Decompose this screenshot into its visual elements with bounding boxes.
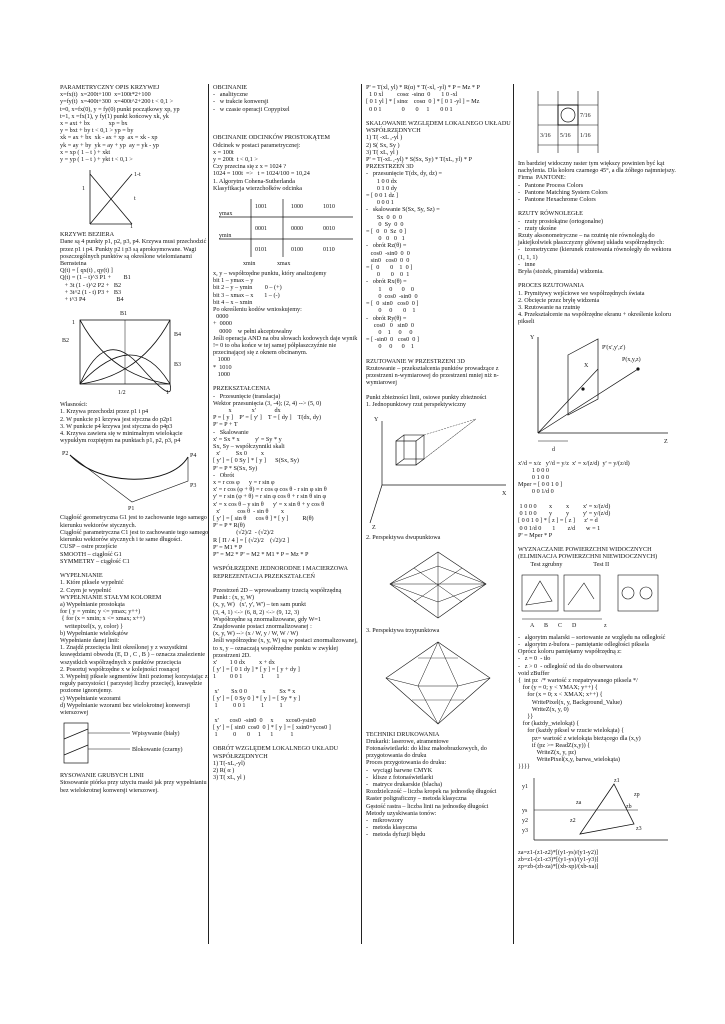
weight-label: 5/16 [560, 133, 571, 139]
label: ymin [219, 233, 232, 240]
label: 1 [130, 224, 133, 229]
label: B [544, 622, 549, 629]
bezier-hull-diagram [60, 447, 200, 511]
label: C [558, 622, 563, 629]
parametric-curve-text: PARAMETRYCZNY OPIS KRZYWEJ x=fx(t) x=200t+100 x=100t*2+100 y=fy(t) x=400t+300 x=400t^2+200 t < 0,1 > t=0, x=fx(0), y = fy(0) punkt początkowy xp, yp t=1, x =fx(1), y fy(1) punkt końcowy xk, yk x = axt + bx xp = bx y = bxt + by t < 0,1 > yp = by xk = ax + bx xk - ax + xp ax = xk - xp yk = ay + by yk = ay + yp ay = yk - yp x = xp ( 1 – t ) + xkt y = yp ( 1 – t ) + ykt t < 0,1 > [60, 84, 180, 164]
raster-and-projection-text: Im bardziej widoczny raster tym większy powinien być kąt nachylenia. Dla koloru czarnego 45°, a dla żółtego najmniejszy. Firma PANTONE: - Pantone Process Colors - Pantone Matching System Colors - Pantone Hexachrome Colors RZUTY RÓWNOLEGŁE - rzuty prostokątne (ortogonalne) - rzuty ukośne Rzuty aksonometryczne – na rzutnię nie równoległą do jakiejkolwiek płaszczyzny głównej układu współrzędnych: - izometryczne (kierunek rzutowania równoległy do wektora (1, 1, 1) - inne Bryła (stożek, piramida) widzenia. PROCES RZUTOWANIA 1. Prymitywy wejściowe we współrzędnych świata 2. Obcięcie przez bryłę widzenia 3. Rzutowanie na rzutnię 4. Przekształcenie na współrzędne ekranu + określenie koloru pikseli [518, 160, 676, 326]
three-point-perspective-diagram [366, 638, 511, 728]
perspective-projection-diagram [518, 329, 673, 457]
region-code: 1000 [291, 204, 303, 211]
weight-label: 1/16 [580, 133, 591, 139]
perspective-matrix-text: x'/d = x/z y'/d = y/z x' = x/(z/d) y' = y/(z/d) 1 0 0 0 0 1 0 0 Mper = [ 0 0 1 0 ] 0 0 1/d 0 1 0 0 0 x x x' = x/(z/d) 0 1 0 0 y y y' = y/(z/d) [ 0 0 1 0 ] * [ z ] = [ z ] z' = d 0 0 1/d 0 1 z/d w = 1 P' = Mper * P WYZNACZANIE POWIERZCHNI WIDOCZNYCH (ELIMINACJA POWIERZCHNI NIEWIDOCZNYCH) Test zgrubny Test II [518, 459, 658, 568]
distance-label: d [552, 446, 555, 453]
zbuffer-interpolation-diagram [518, 774, 673, 846]
three-point-perspective-caption: 3. Perspektywa trzypunktowa [366, 627, 440, 635]
label: ys [522, 807, 528, 814]
label: D [572, 622, 577, 629]
label: 1/2 [118, 390, 126, 397]
label: 1-t [134, 172, 141, 179]
axis-label: Z [372, 525, 376, 532]
thick-lines-text: RYSOWANIE GRUBYCH LINII Stosowanie piórka przy użyciu maski jak przy wypełnianiu bez wielokrotnej konwersji wierszowej. [60, 772, 207, 794]
region-code: 0001 [255, 226, 267, 233]
label: B4 [174, 332, 182, 339]
label: y3 [522, 827, 528, 834]
label: P4 [190, 453, 197, 460]
label: t [134, 196, 136, 203]
label: B2 [62, 338, 70, 345]
error-diffusion-grid [518, 87, 668, 157]
region-code: 1010 [323, 204, 335, 211]
zbuffer-text: - algorytm malarski – sortowanie ze względu na odległość - algorytm z-bufora – pamiętanie odległości piksela Oprócz koloru pamiętamy współrzędną z: - z = 0 - tło - z > 0 - odległość od tła do obserwatora void zBuffer { int pz /* wartość z rozpatrywanego piksela */ for (y = 0; y < YMAX; y++) { for (x = 0; x < XMAX; x++) { WritePixel(x, y, Background_Value) WriteZ(x, y, 0) }} for (każdy_wielokąt) { for (każdy piksel w rzucie wielokąta) { pz= wartość z wielokąta bieżącego dla (x,y) if (pz >= ReadZ(x,y)) { WriteZ(x, y, pz) WritePixel(x,y, barwa_wielokąta) }}}} [518, 633, 666, 771]
cohen-sutherland-diagram [213, 195, 358, 267]
label: P3 [190, 483, 197, 490]
local-transform-text: P' = T(xl, yl) * R(α) * T(-xl, -yl) * P = Mz * P 1 0 xl cosα -sinα 0 1 0 -xl [ 0 1 yl ] * [ sinα cosα 0 ] * [ 0 1 -yl ] = Mz 0 0 1 0 0 1 0 0 1 SKALOWANIE WZGLĘDEM LOKALNEGO UKŁADU WSPÓŁRZĘDNYCH 1) T( -xL ,-yl ) 2) S( Sx, Sy ) 3) T( xL, yl ) P' = T(-xL ,-yl) * S(Sx, Sy) * T(xL, yl) * P PRZESTRZEŃ 3D - przesunięcie T(dx, dy, dz) = 1 0 0 dx 0 1 0 dy = [ 0 0 1 dz ] 0 0 0 1 - skalowanie S(Sx, Sy, Sz) = Sx 0 0 0 0 Sy 0 0 = [ 0 0 Sz 0 ] 0 0 0 1 - obrót Rz(θ) = cos0 -sin0 0 0 sin0 cos0 0 0 = [ 0 0 1 0 ] 0 0 0 1 - obrót Rx(θ) = 1 0 0 0 0 cos0 -sin0 0 = [ 0 sin0 cos0 0 ] 0 0 0 1 - obrót Ry(θ) = cos0 0 sin0 0 0 1 0 0 = [ -sin0 0 cos0 0 ] 0 0 0 1 RZUTOWANIE W PRZESTRZENI 3D Rzutowanie – przekształcenia punktów prowadzące z przestrzeni n-wymiarowej do przestrzeni mniej niż n-wymiarowej Punkt zbieżności linii, osiowe punkty zbieżności 1. Jednopunktowy rzut perspektywiczny [366, 84, 511, 408]
label: P1 [128, 506, 135, 512]
axis-label: X [584, 362, 589, 369]
label: z [604, 622, 607, 629]
region-code: 0110 [323, 247, 335, 254]
column-4 [518, 84, 678, 870]
label: xmax [277, 261, 291, 268]
label: z3 [636, 825, 642, 832]
label: B1 [120, 311, 128, 318]
axis-label: Z [664, 438, 668, 445]
label: za [576, 799, 582, 806]
label: B3 [174, 362, 182, 369]
bernstein-diagram [60, 306, 200, 398]
label: P2 [62, 451, 69, 458]
label: 1 [166, 390, 169, 397]
region-code: 0000 [291, 226, 303, 233]
point-label: P(x,y,z) [622, 356, 641, 363]
label: zp [634, 791, 640, 798]
label: Wpisywanie (biały) [132, 731, 180, 738]
bezier-text: KRZYWE BEZIERA Dane są 4 punkty p1, p2, p3, p4. Krzywa musi przechodzić przez p1 i p4. Punkty p2 i p3 są aproksymowane. Wagi poszczególnych punktów są określone wielomianami Bernsteina Q(t) = [ qx(t) , qy(t) ] Q(t) = (1 – t)^3 P1 + B1 + 3t (1 - t)^2 P2 + B2 + 3t^2 (1 - t) P3 + B3 + t^3 P4 B4 [60, 231, 207, 304]
column-1 [60, 84, 210, 794]
label: xmin [243, 261, 256, 268]
region-code: 1001 [255, 204, 267, 211]
axis-label: Y [530, 334, 535, 341]
label: ymax [219, 211, 233, 218]
two-point-perspective-caption: 2. Perspektywa dwupunktowa [366, 534, 441, 542]
region-code: 0101 [255, 247, 267, 254]
visibility-test-diagram [518, 571, 673, 631]
one-point-perspective-diagram [366, 411, 511, 531]
continuity-and-fill-text: Ciągłość geometryczna G1 jest to zachowanie tego samego kierunku wektorów stycznych. Ciągłość parametryczna C1 jest to zachowanie tego samego kierunku wektorów stycznych i te same długości. CUSP – ostre przejście SMOOTH – ciągłość G1 SYMMETRY – ciągłość C1 WYPEŁNIANIE 1. Które piksele wypełnić 2. Czym je wypełnić WYPEŁNIANIE STAŁYM KOLOREM a) Wypełnianie prostokąta for ( y = ymin; y <= ymax; y++) { for (x = xmin; x <= xmax; x++) writepixel(x, y, color) } b) Wypełnianie wielokątów Wypełnianie danej linii: 1. Znajdź przecięcia linii określonej y z wszystkimi krawędziami obwodu (E, D , C , B ) – oznacza znalezienie wszystkich współrzędnych x punktów przecięcia 2. Posortuj współrzędne x w kolejności rosnącej 3. Wypełnij piksele segmentów linii poziomej korzystając z reguły parzystości ( parzystej liczby przecięć), krawędzie poziome ignorujemy. c) Wypełnianie wzorami d) Wypełnianie wzorami bez wielokrotnej konwersji wierszowej [60, 514, 209, 716]
interpolation-formulas: za=z1-(z1-z2)*[(y1-ys)/(y1-y2)] zb=z1-(z1-z3)*[(y1-ys)/(y1-y3)] zp=zb-(zb-za)*[(xb-xp)/(xb-xa)] [518, 848, 599, 870]
label: zb [626, 803, 632, 810]
weight-label: 3/16 [540, 133, 551, 139]
label: z2 [570, 817, 576, 824]
label: 1 [72, 320, 75, 327]
parametric-curve-diagram [60, 166, 150, 228]
label: y2 [522, 817, 528, 824]
label: Blokowanie (czarny) [132, 747, 183, 754]
clipping-text: OBCINANIE - analityczne - w trakcie konwersji - w czasie operacji Copypixel OBCINANIE ODCINKÓW PROSTOKĄTEM Odcinek w postaci parametrycznej: x = 100t y = 200t t < 0,1 > Czy przecina się z x = 1024 ? 1024 = 100t => t = 1024/100 = 10,24 1. Algorytm Cohena-Sutherlanda Klasyfikacja wierzchołków odcinka [213, 84, 330, 192]
label: z1 [614, 777, 620, 784]
column-2 [213, 84, 363, 781]
axis-label: Y [374, 417, 379, 424]
transformations-text: x, y – współrzędne punktu, który analizujemy bit 1 – ymax – y bit 2 – y – ymin 0 – (+) bit 3 – xmax – x 1 – (-) bit 4 – x – xmin Po określeniu kodów wnioskujemy: 0000 + 0000 0000 w pełni akceptowalny Jeśli operacja AND na obu słowach kodowych daje wynik != 0 to oba końce w tej samej półpłaszczyźnie nie przecinającej się z oknem obcinanym. 1000 * 1010 1000 PRZEKSZTAŁCENIA - Przesunięcie (translacja) Wektor przesunięcia (3, -4); (2, 4) --> (5, 0) x x' dx P = [ y ] P' = [ y' ] T = [ dy ] T(dx, dy) P' = P + T - Skalowanie x' = Sx * x y' = Sy * y Sx, Sy – współczynniki skali x' Sx 0 x [ y' ] = [ 0 Sy ] * [ y ] S(Sx, Sy) P' = P * S(Sx, Sy) - Obrót x = r cos φ y = r sin φ x' = r cos (φ + θ) = r cos φ cos θ - r sin φ sin θ y' = r sin (φ + θ) = r sin φ cos θ + r sin θ sin φ x' = x cos θ – y sin θ y' = x sin θ + y cos θ x' cos θ - sin θ x [ y' ] = [ sin θ cos θ ] * [ y ] R(θ) P' = P * R(θ) (√2)/2 - (√2)/2 R [ Π / 4 ] = [ (√2)/2 (√2)/2 ] P' = M1 * P P'' = M2 * P' = M2 * M1 * P = Mz * P WSPÓŁRZĘDNE JEDNORODNE I MACIERZOWA REPREZENTACJA PRZEKSZTAŁCEŃ Przestrzeń 2D – wprowadzamy trzecią współrzędną Punkt : (x, y, W) (x, y, W) (x', y', W') – ten sam punkt (3, 4, 1) <-> (6, 8, 2) <-> (9, 12, 3) Współrzędne są znormalizowane, gdy W=1 Znajdowanie postaci znormalizowanej : (x, y, W) --> (x / W, y / W, W / W) Jeśli współrzędne (x, y, W) są w postaci znormalizowanej, to x, y – oznaczają współrzędne punktu w zwykłej przestrzeni 2D. x' 1 0 dx x + dx [ y' ] = [ 0 1 dy ] * [ y ] = [ y + dy ] 1 0 0 1 1 1 x' Sx 0 0 x Sx * x [ y' ] = [ 0 Sy 0 ] * [ y ] = [ Sy * y ] 1 0 0 1 1 1 x' cos0 -sin0 0 x xcos0-ysin0 [ y' ] = [ sin0 cos0 0 ] * [ y ] = [ xsin0+ycos0 ] 1 0 0 1 1 1 OBRÓT WZGLĘDEM LOKALNEGO UKŁADU WSPÓŁRZĘDNYCH 1) T(-xL,-yl) 2) R( α ) 3) T( xL, yl ) [213, 270, 358, 782]
axis-label: X [502, 491, 507, 498]
label: y1 [522, 783, 528, 790]
printing-techniques-text: TECHNIKI DRUKOWANIA Drukarki: laserowe, atramentowe Fotonaświetlarki: do klisz małoobrazkowych, do przygotowania do druku Proces przygotowania do druku: - wyciągi barwne CMYK - klisze z fotonaświetlarki - matryce drukarskie (blacha) Rozdzielczość – liczba kropek na jednostkę długości Raster poligraficzny – metoda klasyczna Gęstość rastra – liczba linii na jednostkę długości Metody uzyskiwania tonów: - mikrowzory - metoda klasyczna - metoda dyfuzji błędu [366, 730, 497, 839]
weight-label: 7/16 [580, 113, 591, 119]
fill-pattern-diagram [60, 719, 200, 769]
region-code: 0010 [323, 226, 335, 233]
label: A [530, 622, 535, 629]
label: 1 [82, 186, 85, 193]
region-code: 0100 [291, 247, 303, 254]
bezier-properties: Własności: 1. Krzywa przechodzi przez p1 i p4 2. W punkcie p1 krzywa jest styczna do p2p1 3. W punkcie p4 krzywa jest styczna do p4p3 4. Krzywa zawiera się w minimalnym wielokącie wypukłym rozpiętym na punktach p1, p2, p3, p4 [60, 401, 183, 445]
column-3 [366, 84, 516, 839]
two-point-perspective-diagram [366, 544, 511, 624]
point-label: P'(x',y',z') [602, 344, 626, 351]
